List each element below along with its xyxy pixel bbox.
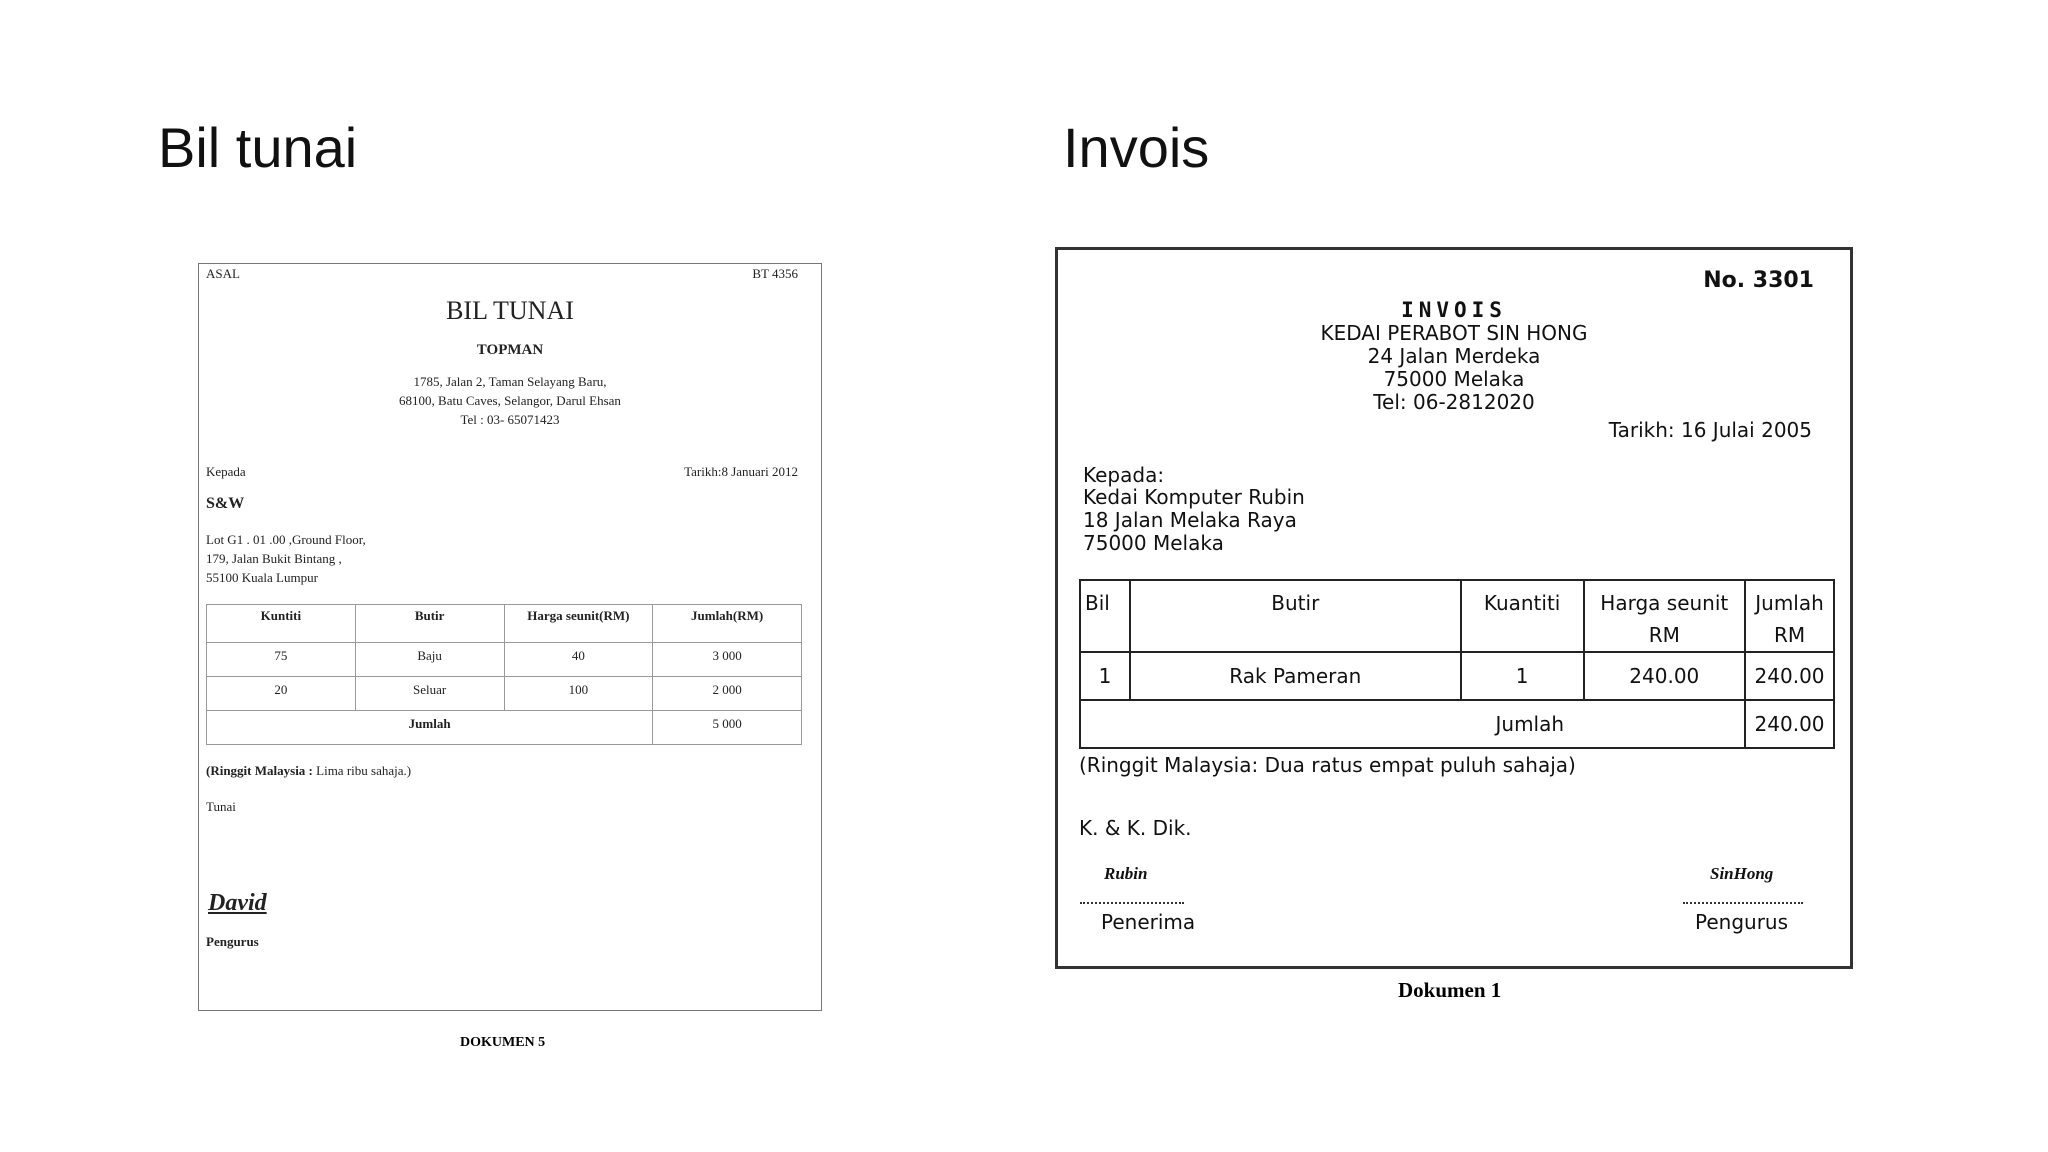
table-row <box>1080 652 1834 700</box>
company-address <box>199 372 821 429</box>
invoice-title: INVOIS <box>1401 298 1507 322</box>
total-row <box>207 711 802 745</box>
invoice-number: No. 3301 <box>1703 268 1814 293</box>
total-row <box>1080 700 1834 748</box>
column-header: Bil <box>1080 580 1130 652</box>
column-header <box>1584 580 1746 652</box>
bill-number: BT 4356 <box>752 266 798 281</box>
invoice-address <box>1058 345 1850 414</box>
invoice-customer-line: 75000 Melaka <box>1083 531 1224 555</box>
invois-document <box>1055 247 1853 969</box>
table-cell: 240.00 <box>1584 652 1746 700</box>
address-line: 1785, Jalan 2, Taman Selayang Baru, <box>413 374 607 389</box>
amount-in-words <box>206 763 411 779</box>
table-cell: Baju <box>355 643 504 677</box>
to-label: Kepada <box>206 464 246 479</box>
table-header-row <box>1080 580 1834 652</box>
table-row <box>207 677 802 711</box>
invoice-items-table <box>1079 579 1835 749</box>
invoice-amount-in-words: (Ringgit Malaysia: Dua ratus empat puluh sahaja) <box>1079 753 1576 777</box>
bil-caption: DOKUMEN 5 <box>460 1035 546 1050</box>
column-header: Butir <box>1130 580 1461 652</box>
receiver-signature: Rubin <box>1104 864 1148 883</box>
address-line: 68100, Batu Caves, Selangor, Darul Ehsan <box>399 393 621 408</box>
customer-address-line: 55100 Kuala Lumpur <box>206 570 318 585</box>
invoice-address-line: 75000 Melaka <box>1383 367 1525 391</box>
invoice-address-line: Tel: 06-2812020 <box>1373 390 1535 414</box>
bil-tunai-document <box>198 263 822 1011</box>
customer-address-line: Lot G1 . 01 .00 ,Ground Floor, <box>206 532 366 547</box>
table-row <box>207 643 802 677</box>
column-header: Jumlah(RM) <box>653 605 802 643</box>
delivery-name: K. & K. Dik. <box>1079 816 1192 840</box>
signer-role: Pengurus <box>206 934 259 949</box>
customer-address <box>206 530 366 587</box>
table-cell: 1 <box>1080 652 1130 700</box>
invoice-caption: Dokumen 1 <box>1398 978 1502 1002</box>
invoice-customer <box>1083 486 1305 555</box>
manager-label: Pengurus <box>1695 910 1789 934</box>
column-header: Butir <box>355 605 504 643</box>
table-cell: 240.00 <box>1745 652 1834 700</box>
manager-signature-line <box>1683 902 1803 904</box>
payment-type: Tunai <box>206 799 236 814</box>
table-cell: 20 <box>207 677 356 711</box>
table-cell: 40 <box>504 643 653 677</box>
bill-title: BIL TUNAI <box>446 296 574 325</box>
total-value: 5 000 <box>653 711 802 745</box>
manager-signature: SinHong <box>1710 864 1774 883</box>
customer-name: S&W <box>206 495 245 512</box>
total-label: Jumlah <box>1080 700 1745 748</box>
column-header <box>1745 580 1834 652</box>
heading-invois: Invois <box>1063 116 1210 179</box>
customer-address-line: 179, Jalan Bukit Bintang , <box>206 551 342 566</box>
heading-bil-tunai: Bil tunai <box>158 116 358 179</box>
invoice-to-label: Kepada: <box>1083 463 1165 487</box>
address-line: Tel : 03- 65071423 <box>460 412 560 427</box>
column-unit: RM <box>1773 623 1806 647</box>
copy-label: ASAL <box>206 266 240 281</box>
column-header: Kuantiti <box>1461 580 1584 652</box>
column-unit: RM <box>1648 623 1680 647</box>
total-value: 240.00 <box>1745 700 1834 748</box>
table-header-row <box>207 605 802 643</box>
table-cell: Rak Pameran <box>1130 652 1461 700</box>
items-table <box>206 604 802 745</box>
column-header: Kuntiti <box>207 605 356 643</box>
invoice-address-line: 24 Jalan Merdeka <box>1367 344 1541 368</box>
invoice-date: Tarikh: 16 Julai 2005 <box>1608 418 1812 442</box>
receiver-label: Penerima <box>1101 910 1196 934</box>
invoice-customer-line: Kedai Komputer Rubin <box>1083 485 1305 509</box>
amount-words-text: Lima ribu sahaja.) <box>316 763 412 778</box>
signature-david: David <box>208 890 267 916</box>
table-cell: 75 <box>207 643 356 677</box>
table-cell: Seluar <box>355 677 504 711</box>
table-cell: 100 <box>504 677 653 711</box>
column-header-label: Harga seunit <box>1600 591 1729 615</box>
table-cell: 2 000 <box>653 677 802 711</box>
company-name: TOPMAN <box>476 342 544 358</box>
column-header: Harga seunit(RM) <box>504 605 653 643</box>
invoice-company: KEDAI PERABOT SIN HONG <box>1320 321 1588 345</box>
table-cell: 1 <box>1461 652 1584 700</box>
column-header-label: Jumlah <box>1755 591 1824 615</box>
table-cell: 3 000 <box>653 643 802 677</box>
total-label: Jumlah <box>207 711 653 745</box>
invoice-customer-line: 18 Jalan Melaka Raya <box>1083 508 1297 532</box>
bill-date: Tarikh:8 Januari 2012 <box>684 464 798 479</box>
receiver-signature-line <box>1080 902 1184 904</box>
amount-words-label: (Ringgit Malaysia : <box>206 763 313 778</box>
